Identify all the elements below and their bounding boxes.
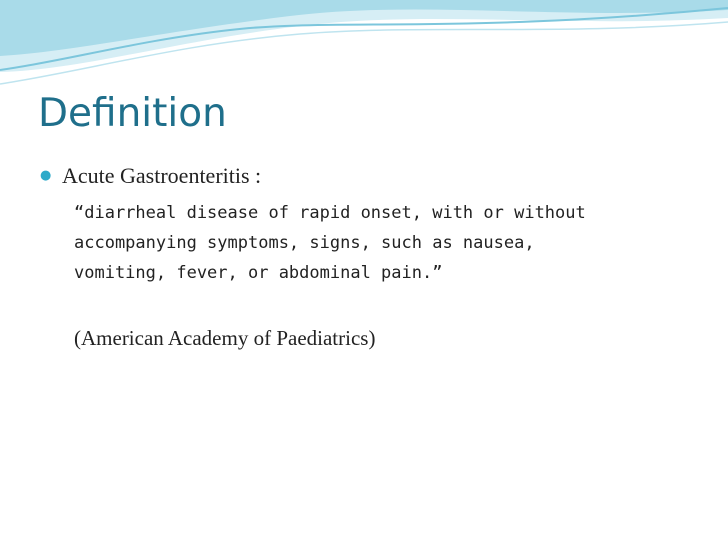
quote-source: (American Academy of Paediatrics) [74,326,376,350]
quote-line: accompanying symptoms, signs, such as nausea, [74,233,535,253]
slide-title: Definition [38,91,227,136]
quote-line: vomiting, fever, or abdominal pain.” [74,263,443,283]
bullet-text: Acute Gastroenteritis : [62,163,262,188]
header-wave-decoration [0,0,728,100]
bullet-item [40,161,261,191]
circle-bullet-icon: ● [40,168,52,183]
quote-line: “diarrheal disease of rapid onset, with or without [74,203,586,223]
definition-quote [74,198,674,288]
